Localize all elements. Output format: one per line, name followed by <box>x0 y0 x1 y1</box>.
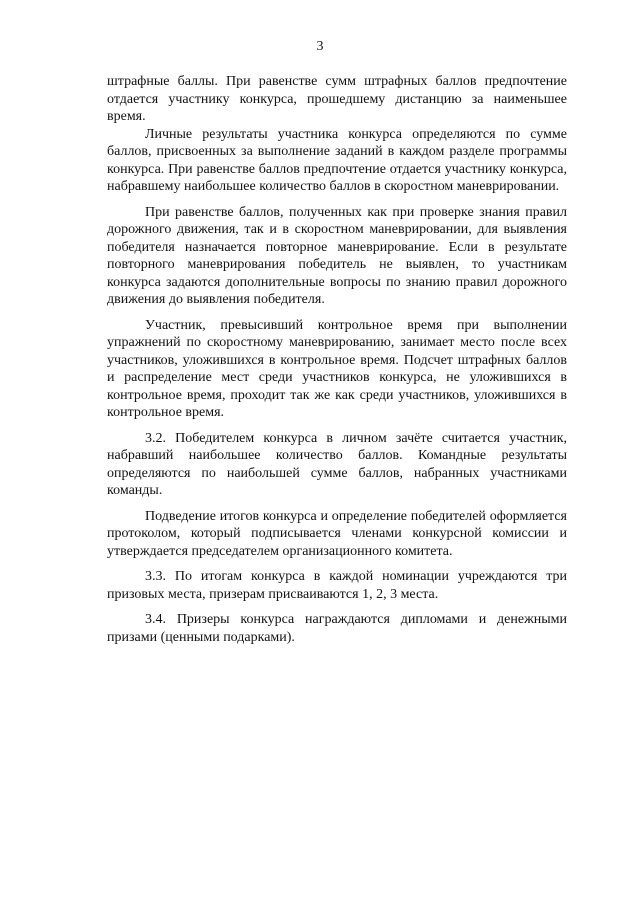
paragraph-section-3-2: 3.2. Победителем конкурса в личном зачёте считается участник, набравший наибольшее количество баллов. Командные результаты определяются по наибольшей сумме баллов, набранных участниками команды. <box>107 430 567 498</box>
paragraph-section-3-4: 3.4. Призеры конкурса награждаются дипломами и денежными призами (ценными подарками). <box>107 612 567 645</box>
paragraph-summary-protocol: Подведение итогов конкурса и определение победителей оформляется протоколом, который подписывается членами конкурсной комиссии и утверждается председателем организационного комитета. <box>107 508 567 559</box>
paragraph-tie-break: При равенстве баллов, полученных как при проверке знания правил дорожного движения, так и в скоростном маневрировании, для выявления победителя назначается повторное маневрирование. Если в результате повторного маневрирования победитель не выявлен, то участникам конкурса задаются дополнительные вопросы по знанию правил дорожного движения до выявления победителя. <box>107 204 567 307</box>
paragraph-personal-results: Личные результаты участника конкурса определяются по сумме баллов, присвоенных за выполнение заданий в каждом разделе программы конкурса. При равенстве баллов предпочтение отдается участнику конкурса, набравшему наибольшее количество баллов в скоростном маневрировании. <box>107 126 567 194</box>
paragraph-control-time: Участник, превысивший контрольное время при выполнении упражнений по скоростному маневрированию, занимает место после всех участников, уложившихся в контрольное время. Подсчет штрафных баллов и распределение мест среди участников конкурса, не уложившихся в контрольное время, проходит так же как среди участников, уложившихся в контрольное время. <box>107 317 567 420</box>
paragraph-penalty-continuation: штрафные баллы. При равенстве сумм штрафных баллов предпочтение отдается участнику конкурса, прошедшему дистанцию за наименьшее время. <box>107 74 567 124</box>
document-body <box>107 73 567 654</box>
page-number: 3 <box>316 39 324 54</box>
paragraph-section-3-3: 3.3. По итогам конкурса в каждой номинации учреждаются три призовых места, призерам присваиваются 1, 2, 3 места. <box>107 569 567 602</box>
